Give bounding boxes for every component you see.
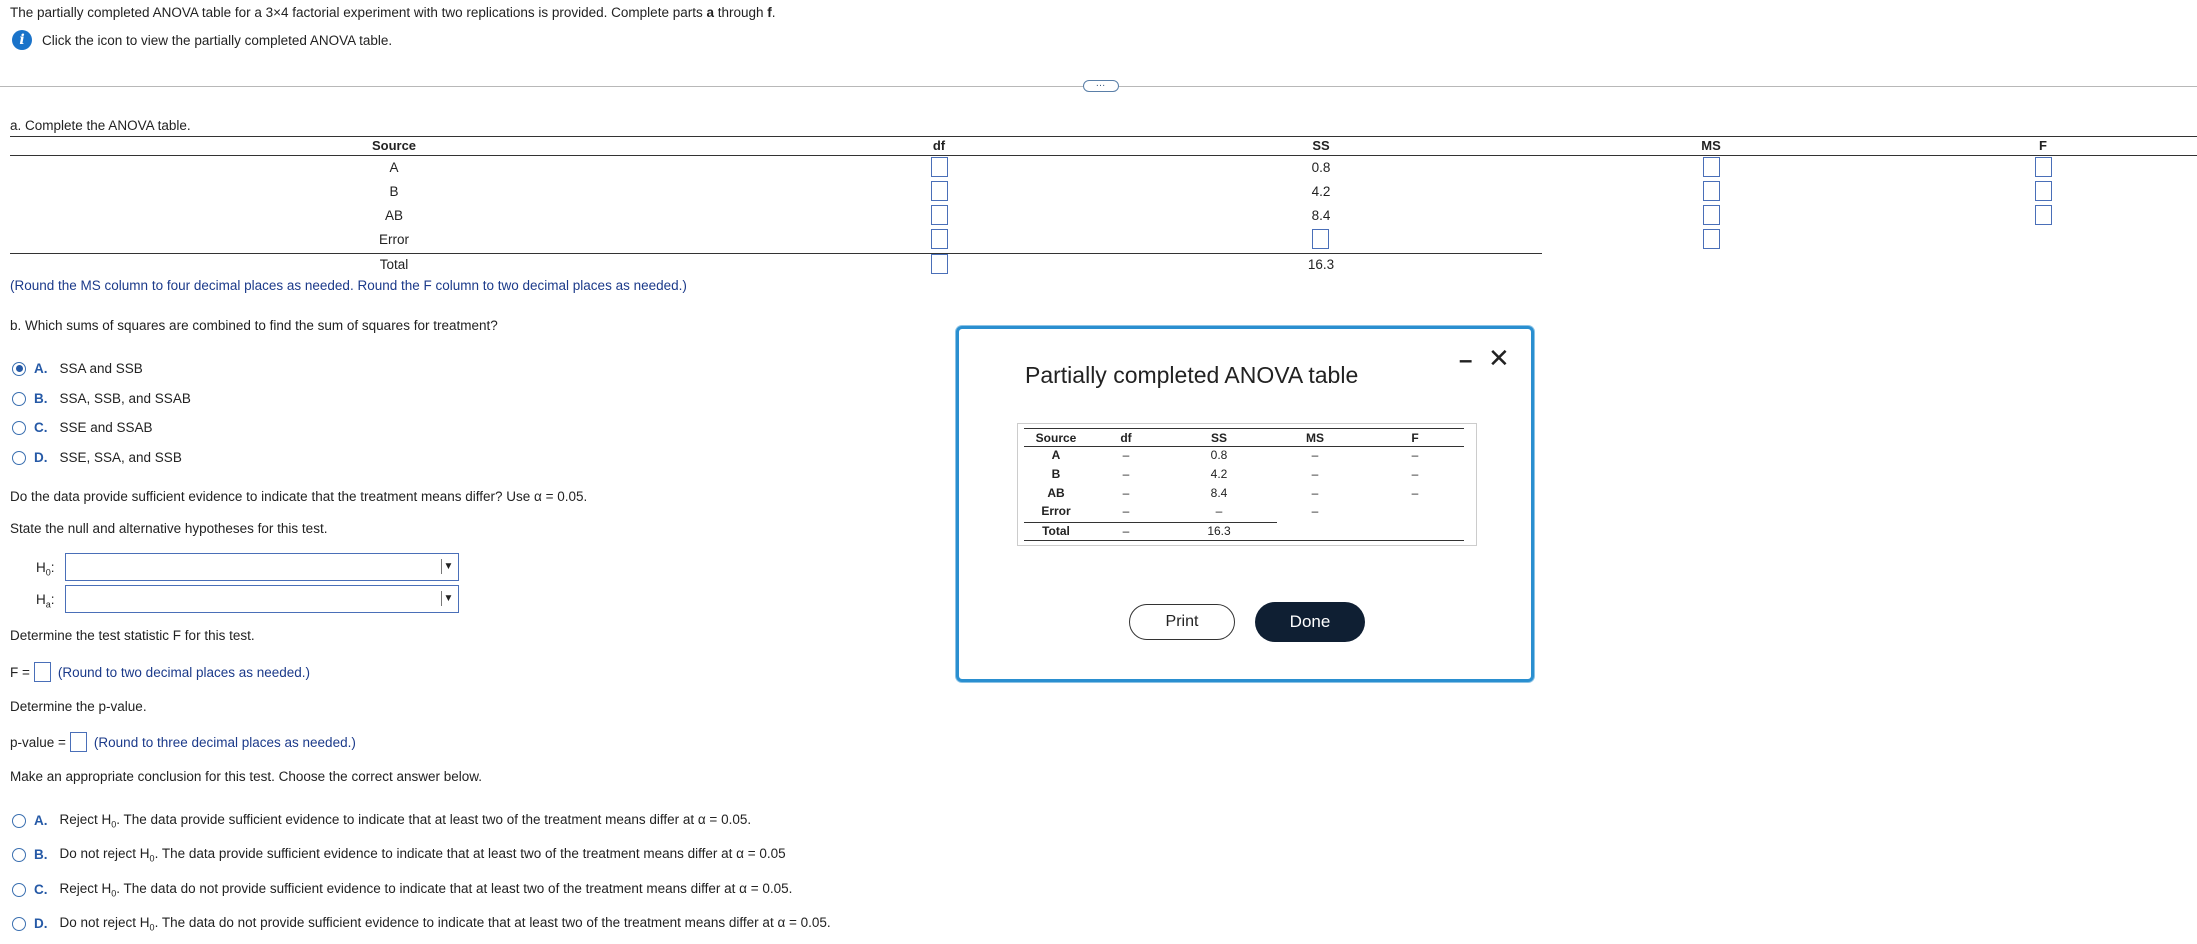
pvalue-prompt: Determine the p-value. <box>10 699 147 714</box>
minimize-icon[interactable]: – <box>1459 347 1473 374</box>
mini-col-header: Source <box>1035 431 1077 445</box>
ss-cell: 0.8 <box>1311 160 1331 175</box>
ss-cell: 4.2 <box>1311 184 1331 199</box>
source-cell: AB <box>384 208 404 223</box>
mini-df: – <box>1122 486 1130 500</box>
option-letter: C. <box>34 420 48 435</box>
radio-button[interactable] <box>12 421 26 435</box>
option-b[interactable] <box>12 391 191 406</box>
info-link-row[interactable] <box>12 30 392 50</box>
rounding-note: (Round the MS column to four decimal places as needed. Round the F column to two decimal places as needed.) <box>10 278 687 293</box>
option-letter: A. <box>34 361 48 376</box>
mini-ms: – <box>1311 486 1319 500</box>
ms-input-b[interactable] <box>1703 181 1720 201</box>
pvalue-row <box>10 732 356 752</box>
col-header-df: df <box>932 138 946 153</box>
conclusion-option-a[interactable] <box>12 812 751 830</box>
col-header-source: Source <box>371 138 417 153</box>
conclusion-option-b[interactable] <box>12 846 786 864</box>
conclusion-option-d[interactable] <box>12 915 831 933</box>
mini-ss: 16.3 <box>1207 524 1231 538</box>
ha-dropdown[interactable] <box>65 585 459 613</box>
chevron-down-icon[interactable]: ▼ <box>441 559 455 574</box>
h0-dropdown[interactable] <box>65 553 459 581</box>
f-input-a[interactable] <box>2035 157 2052 177</box>
hypothesis-question: Do the data provide sufficient evidence to indicate that the treatment means differ? Use α = 0.05. <box>10 489 588 504</box>
source-cell: B <box>389 184 399 199</box>
done-button[interactable]: Done <box>1255 602 1365 642</box>
f-statistic-input[interactable] <box>34 662 51 682</box>
hypothesis-instruction: State the null and alternative hypotheses for this test. <box>10 521 328 536</box>
ha-label: $H_a$: <box>36 592 55 610</box>
ss-cell: 16.3 <box>1307 257 1335 272</box>
mini-ss: 4.2 <box>1210 467 1228 481</box>
mini-top-border <box>1024 428 1464 429</box>
option-text: SSA and SSB <box>59 361 143 376</box>
part-b-question: b. Which sums of squares are combined to find the sum of squares for treatment? <box>10 318 498 333</box>
df-input-total[interactable] <box>931 254 948 274</box>
mini-source: AB <box>1047 486 1065 500</box>
expand-more-button[interactable]: … <box>1083 80 1119 92</box>
test-stat-note: (Round to two decimal places as needed.) <box>57 664 311 680</box>
h0-label: $H_0$: <box>36 560 55 578</box>
radio-button[interactable] <box>12 392 26 406</box>
pvalue-input[interactable] <box>70 732 87 752</box>
radio-button[interactable] <box>12 917 26 931</box>
close-icon[interactable]: ✕ <box>1488 343 1510 373</box>
mini-ms: – <box>1311 448 1319 462</box>
ss-cell: 8.4 <box>1311 208 1331 223</box>
modal-title: Partially completed ANOVA table <box>1025 362 1359 388</box>
mini-source: B <box>1051 467 1061 481</box>
mini-col-header: F <box>1411 431 1419 445</box>
info-icon[interactable]: i <box>12 30 32 50</box>
mini-col-header: MS <box>1306 431 1324 445</box>
mini-ms: – <box>1311 504 1319 518</box>
pvalue-note: (Round to three decimal places as needed.) <box>93 734 356 750</box>
df-input-ab[interactable] <box>931 205 948 225</box>
mini-anova-table <box>1017 423 1477 546</box>
test-stat-label: F = <box>10 664 30 680</box>
option-letter: D. <box>34 916 48 932</box>
df-input-a[interactable] <box>931 157 948 177</box>
mini-ss: 0.8 <box>1210 448 1228 462</box>
ms-input-error[interactable] <box>1703 229 1720 249</box>
f-input-b[interactable] <box>2035 181 2052 201</box>
mini-f: – <box>1411 486 1419 500</box>
anova-modal <box>956 326 1534 682</box>
option-c[interactable] <box>12 420 153 435</box>
source-cell: A <box>389 160 399 175</box>
mini-col-header: SS <box>1210 431 1228 445</box>
mini-df: – <box>1122 504 1130 518</box>
part-a-label: a. Complete the ANOVA table. <box>10 118 191 133</box>
option-letter: D. <box>34 450 48 465</box>
ss-input-error[interactable] <box>1312 229 1329 249</box>
mini-source: Total <box>1042 524 1070 538</box>
radio-button-selected[interactable] <box>12 362 26 376</box>
mini-f: – <box>1411 448 1419 462</box>
option-letter: B. <box>34 391 48 406</box>
mini-source: A <box>1051 448 1061 462</box>
conclusion-prompt: Make an appropriate conclusion for this test. Choose the correct answer below. <box>10 769 482 784</box>
mini-ss: – <box>1215 504 1223 518</box>
df-input-b[interactable] <box>931 181 948 201</box>
table-total-border <box>10 253 1542 254</box>
source-cell: Error <box>379 232 409 247</box>
radio-button[interactable] <box>12 814 26 828</box>
intro-text: The partially completed ANOVA table for a 3×4 factorial experiment with two replications is provided. Complete parts a through f. <box>10 5 776 20</box>
option-text: Reject $H_0$. The data do not provide sufficient evidence to indicate that at least two of the treatment means differ at α = 0.05. <box>59 881 793 899</box>
option-text: Do not reject $H_0$. The data provide sufficient evidence to indicate that at least two of the treatment means differ at α = 0.05 <box>59 846 786 864</box>
info-link-text[interactable]: Click the icon to view the partially completed ANOVA table. <box>42 32 393 48</box>
mini-df: – <box>1122 448 1130 462</box>
mini-ms: – <box>1311 467 1319 481</box>
mini-header-border <box>1024 446 1464 447</box>
test-stat-prompt: Determine the test statistic F for this test. <box>10 628 255 643</box>
option-text: Reject $H_0$. The data provide sufficient evidence to indicate that at least two of the treatment means differ at α = 0.05. <box>59 812 752 830</box>
table-top-border <box>10 136 2197 137</box>
option-d[interactable] <box>12 450 182 465</box>
print-button[interactable]: Print <box>1129 604 1235 640</box>
radio-button[interactable] <box>12 883 26 897</box>
mini-df: – <box>1122 524 1130 538</box>
option-letter: C. <box>34 882 48 898</box>
source-cell: Total <box>379 257 409 272</box>
mini-ss: 8.4 <box>1210 486 1228 500</box>
conclusion-option-c[interactable] <box>12 881 792 899</box>
ms-input-ab[interactable] <box>1703 205 1720 225</box>
col-header-ms: MS <box>1701 138 1721 153</box>
table-header-border <box>10 155 2197 156</box>
option-a[interactable] <box>12 361 143 376</box>
mini-f: – <box>1411 467 1419 481</box>
radio-button[interactable] <box>12 848 26 862</box>
radio-button[interactable] <box>12 451 26 465</box>
option-text: SSE, SSA, and SSB <box>59 450 182 465</box>
col-header-ss: SS <box>1312 138 1330 153</box>
chevron-down-icon[interactable]: ▼ <box>441 591 455 606</box>
option-letter: A. <box>34 813 48 829</box>
option-text: SSA, SSB, and SSAB <box>59 391 191 406</box>
ms-input-a[interactable] <box>1703 157 1720 177</box>
col-header-f: F <box>2039 138 2047 153</box>
test-stat-row <box>10 662 310 682</box>
mini-total-border <box>1024 522 1277 523</box>
option-text: Do not reject $H_0$. The data do not provide sufficient evidence to indicate that at least two of the treatment means differ at α = 0.05. <box>59 915 831 933</box>
mini-bottom-border <box>1024 540 1464 541</box>
mini-col-header: df <box>1120 431 1132 445</box>
f-input-ab[interactable] <box>2035 205 2052 225</box>
mini-df: – <box>1122 467 1130 481</box>
option-letter: B. <box>34 847 48 863</box>
mini-source: Error <box>1041 504 1071 518</box>
pvalue-label: p-value = <box>10 734 66 750</box>
option-text: SSE and SSAB <box>59 420 153 435</box>
df-input-error[interactable] <box>931 229 948 249</box>
